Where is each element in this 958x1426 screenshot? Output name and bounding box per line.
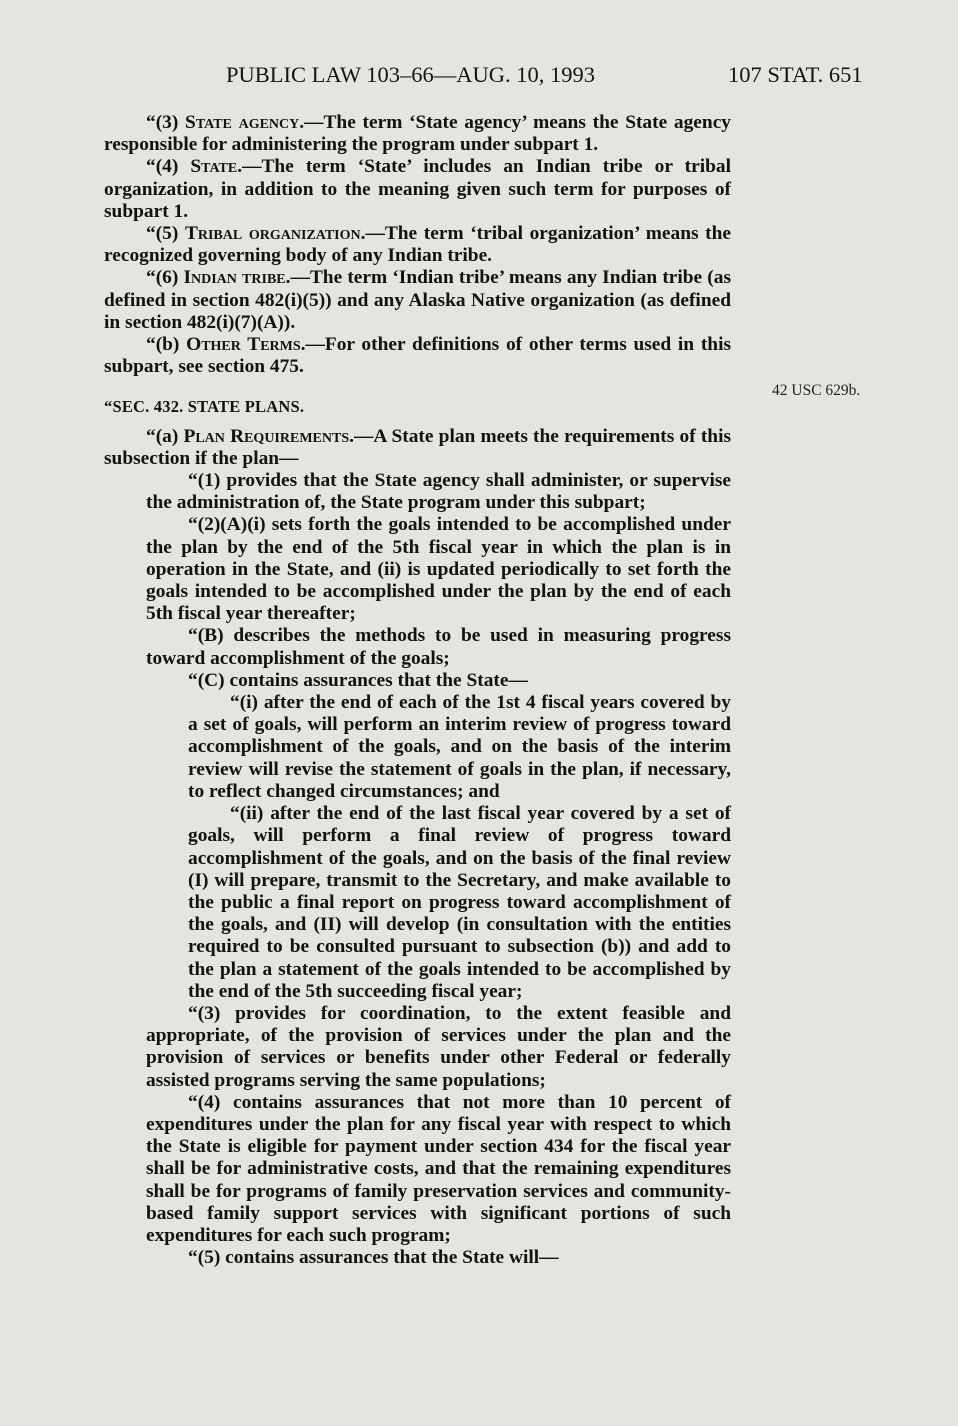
statute-body (104, 112, 731, 1269)
paragraph-item-5: “(5) contains assurances that the State will— (188, 1247, 559, 1269)
paragraph-other-terms: “(b) Other Terms.—For other definitions of other terms used in this subpart, see section 475. (104, 334, 731, 378)
margin-citation: 42 USC 629b. (772, 382, 861, 399)
paragraph-item-2C-ii: “(ii) after the end of the last fiscal year covered by a set of goals, will perform a final review of progress toward accomplishment of the goals, and on the basis of the final review (I) will prepare, transmit to the Secretary, and make available to the public a final report on progress toward accomplishment of the goals, and (II) will develop (in consultation with the entities required to be consulted pursuant to subsection (b)) and add to the plan a statement of the goals intended to be accomplished by the end of the 5th succeeding fiscal year; (188, 803, 731, 1002)
paragraph-item-4: “(4) contains assurances that not more than 10 percent of expenditures under the plan for any fiscal year with respect to which the State is eligible for payment under section 434 for the fiscal year shall be for administrative costs, and that the remaining expenditures shall be for programs of family preservation services and community-based family support services with significant portions of such expenditures for each such program; (146, 1091, 731, 1246)
term-heading: Other Terms (186, 334, 301, 356)
paragraph-item-2A: “(2)(A)(i) sets forth the goals intended to be accomplished under the plan by the end of the 5th fiscal year in which the plan is in operation in the State, and (ii) is updated periodically to set forth the goals intended to be accomplished under the plan by the end of each 5th fiscal year thereafter; (146, 514, 731, 625)
paragraph-state-agency: “(3) State agency.—The term ‘State agency’ means the State agency responsible for administering the program under subpart 1. (104, 112, 731, 156)
term-heading: Plan Requirements (183, 425, 350, 447)
paragraph-item-2C: “(C) contains assurances that the State— (188, 669, 528, 691)
section-heading: “SEC. 432. STATE PLANS. (104, 397, 305, 417)
paragraph-item-1: “(1) provides that the State agency shall administer, or supervise the administration of, the State program under this subpart; (146, 470, 731, 514)
running-header-title: PUBLIC LAW 103–66—AUG. 10, 1993 (226, 62, 596, 87)
paragraph-item-3: “(3) provides for coordination, to the extent feasible and appropriate, of the provision of services under the plan and the provision of services or benefits under other Federal or federally assisted programs serving the same populations; (146, 1002, 731, 1091)
paragraph-indian-tribe: “(6) Indian tribe.—The term ‘Indian tribe’ means any Indian tribe (as defined in section 482(i)(5)) and any Alaska Native organization (as defined in section 482(i)(7)(A)). (104, 267, 732, 333)
paragraph-plan-requirements: “(a) Plan Requirements.—A State plan meets the requirements of this subsection if the plan— (104, 425, 732, 469)
term-heading: Indian tribe (183, 267, 286, 289)
paragraph-item-2B: “(B) describes the methods to be used in measuring progress toward accomplishment of the goals; (146, 625, 731, 669)
term-heading: State agency (185, 112, 300, 133)
page-reference: 107 STAT. 651 (728, 62, 863, 87)
term-heading: State (190, 156, 238, 178)
term-heading: Tribal organization (184, 223, 361, 245)
paragraph-state: “(4) State.—The term ‘State’ includes an Indian tribe or tribal organization, in addition to the meaning given such term for purposes of subpart 1. (104, 156, 731, 222)
paragraph-item-2C-i: “(i) after the end of each of the 1st 4 fiscal years covered by a set of goals, will perform an interim review of progress toward accomplishment of the goals, and on the basis of the interim review will revise the statement of goals in the plan, if necessary, to reflect changed circumstances; and (188, 692, 731, 802)
paragraph-tribal-organization: “(5) Tribal organization.—The term ‘tribal organization’ means the recognized governing body of any Indian tribe. (104, 223, 731, 267)
